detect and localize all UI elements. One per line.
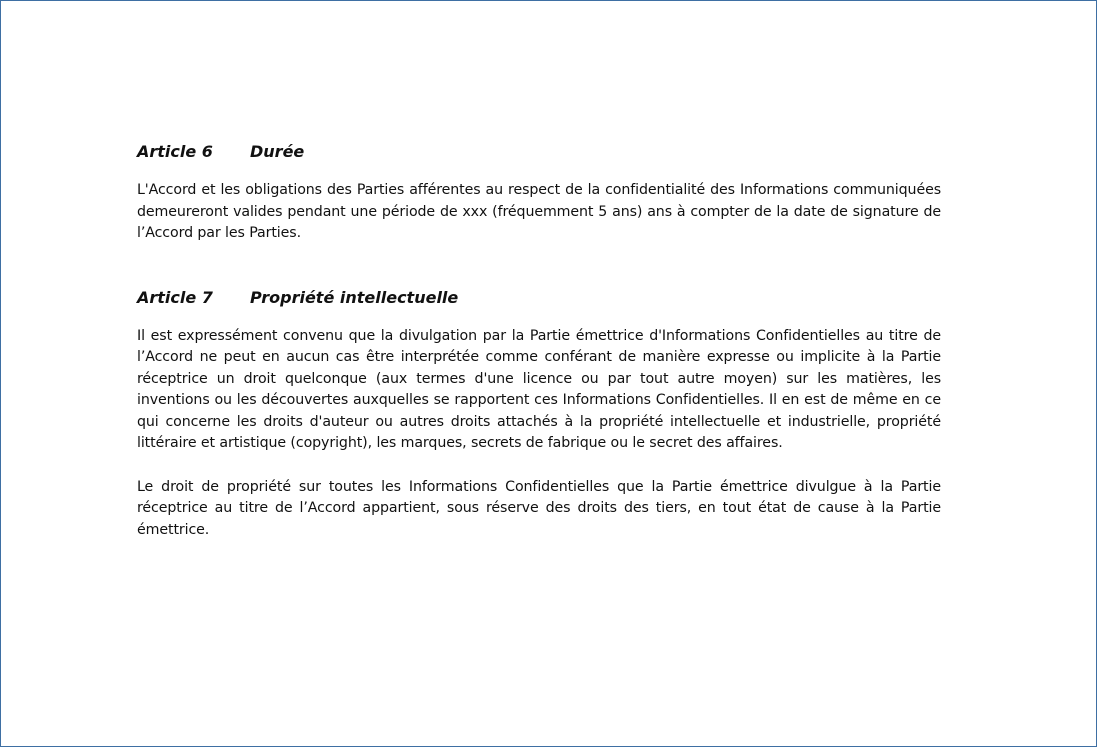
article-7-number: Article 7 xyxy=(137,287,213,307)
document-content xyxy=(137,141,941,541)
article-6-paragraph-1: L'Accord et les obligations des Parties afférentes au respect de la confidentialité des Informations communiquées demeureront valides pendant une période de xxx (fréquemment 5 ans) ans à compter de la date de signature de l’Accord par les Parties. xyxy=(137,182,941,241)
article-6-heading xyxy=(137,141,941,163)
article-6 xyxy=(137,141,941,245)
article-7 xyxy=(137,287,941,542)
article-7-title: Propriété intellectuelle xyxy=(250,287,459,307)
article-6-title: Durée xyxy=(250,142,305,161)
article-7-paragraph-1: Il est expressément convenu que la divulgation par la Partie émettrice d'Informations Confidentielles au titre de l’Accord ne peut en aucun cas être interprétée comme conférant de manière expresse ou implicite à la Partie réceptrice un droit quelconque (aux termes d'une licence ou par tout autre moyen) sur les matières, les inventions ou les découvertes auxquelles se rapportent ces Informations Confidentielles. Il en est de même en ce qui concerne les droits d'auteur ou autres droits attachés à la propriété intellectuelle et industrielle, propriété littéraire et artistique (copyright), les marques, secrets de fabrique ou le secret des affaires. xyxy=(137,327,941,451)
article-6-number: Article 6 xyxy=(137,142,213,161)
article-7-paragraph-2: Le droit de propriété sur toutes les Informations Confidentielles que la Partie émettrice divulgue à la Partie réceptrice au titre de l’Accord appartient, sous réserve des droits des tiers, en tout état de cause à la Partie émettrice. xyxy=(137,478,941,538)
article-7-heading xyxy=(137,287,941,309)
